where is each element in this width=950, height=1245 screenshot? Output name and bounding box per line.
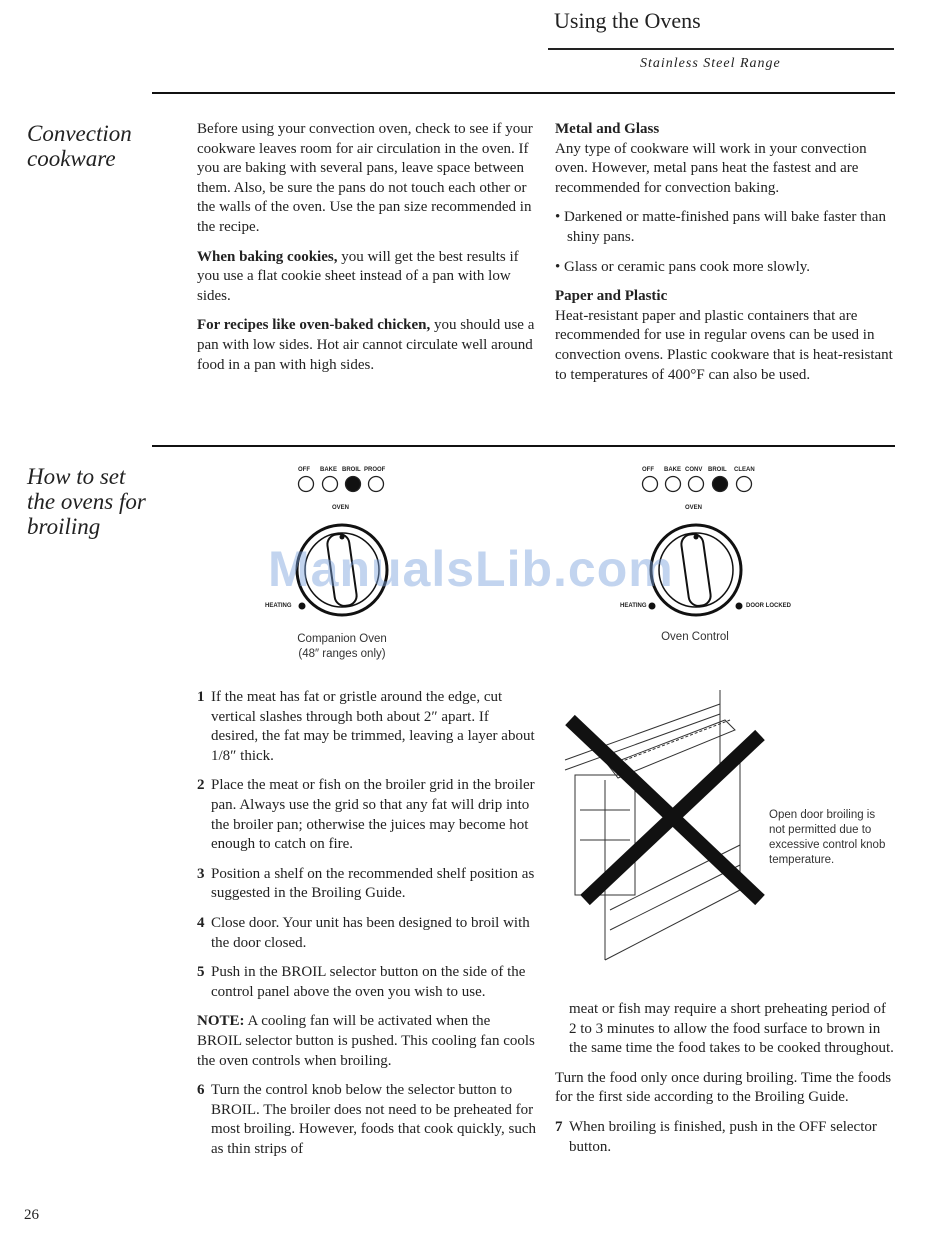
heating-label: HEATING (265, 603, 292, 609)
bake-selector-button (323, 477, 338, 492)
broil-selector-button (713, 477, 728, 492)
button-label: BAKE (320, 467, 338, 473)
header-rule (548, 48, 894, 50)
button-label: PROOF (364, 467, 386, 473)
clean-selector-button (737, 477, 752, 492)
dial-pointer (694, 535, 699, 540)
step-item: 4 Close door. Your unit has been designed to broil with the door closed. (197, 914, 530, 951)
page-number: 26 (24, 1207, 39, 1223)
page-title: Using the Ovens (554, 8, 701, 33)
convection-right-column (555, 120, 895, 395)
step-item: 2 Place the meat or fish on the broiler grid in the broiler pan. Always use the grid so that any fat will drip into the broiler pan; otherwise the juices may become hot enough to catch on fire. (197, 777, 535, 853)
proof-selector-button (369, 477, 384, 492)
oven-door-drawing (560, 690, 770, 970)
heating-indicator-light (299, 603, 306, 610)
note-paragraph: NOTE: A cooling fan will be activated when the BROIL selector button is pushed. This cooling fan cools the oven controls when broiling. (197, 1013, 535, 1069)
broil-selector-button (346, 477, 361, 492)
page-subtitle: Stainless Steel Range (640, 56, 781, 71)
button-label: CLEAN (734, 467, 755, 473)
step-item: 6 Turn the control knob below the selector button to BROIL. The broiler does not need to be preheated for most broiling. However, foods that cook quickly, such as thin strips of (197, 1082, 537, 1157)
broiling-section-title: How to set the ovens for broiling (27, 464, 146, 539)
oven-label: OVEN (332, 505, 350, 511)
button-label: OFF (298, 467, 310, 473)
broiling-steps-left (197, 688, 537, 1169)
button-label: OFF (642, 467, 654, 473)
metal-glass-text: Any type of cookware will work in your convection oven. However, metal pans heat the fastest and are recommended for convection baking. (555, 140, 867, 196)
steps-list (197, 688, 537, 1002)
bake-selector-button (666, 477, 681, 492)
bullet-item: • Glass or ceramic pans cook more slowly. (555, 258, 811, 275)
button-label: BROIL (708, 467, 727, 473)
watermark: ManualsLib.com (268, 541, 674, 597)
convection-paragraph: Before using your convection oven, check to see if your cookware leaves room for air circulation in the oven. If you are baking with several pans, leave space between them. Also, be sure the pans do not touch each other or the walls of the oven. Use the pan size recommended in the recipe. (197, 121, 533, 235)
chicken-paragraph: For recipes like oven-baked chicken, you should use a pan with low sides. Hot air cannot circulate well around food in a pan with high sides. (197, 317, 535, 373)
steps-list-continued (197, 1081, 537, 1159)
heating-indicator-light (649, 603, 656, 610)
paper-plastic-heading: Paper and Plastic (555, 288, 668, 305)
bullet-item: • Darkened or matte-finished pans will bake faster than shiny pans. (555, 209, 886, 245)
metal-glass-heading: Metal and Glass (555, 121, 660, 137)
cookies-paragraph: When baking cookies, you will get the best results if you use a flat cookie sheet instead of a pan with low sides. (197, 248, 519, 304)
door-handle (620, 720, 730, 762)
oven-control-caption: Oven Control (661, 631, 729, 643)
off-selector-button (643, 477, 658, 492)
door-locked-label: DOOR LOCKED (746, 603, 791, 609)
dial-pointer (340, 535, 345, 540)
range-front (605, 890, 740, 960)
step-item: 3 Position a shelf on the recommended shelf position as suggested in the Broiling Guide. (197, 865, 535, 902)
steps-list-final (555, 1118, 895, 1157)
open-door-broiling-illustration (560, 690, 770, 970)
conv-selector-button (689, 477, 704, 492)
illustration-caption: Open door broiling is not permitted due to excessive control knob temperature. (769, 809, 886, 866)
section-rule-top (152, 92, 895, 94)
convection-left-column (197, 120, 537, 385)
step-item: 1 If the meat has fat or gristle around the edge, cut vertical slashes through both about 2″ apart. If desired, the fat may be trimmed, leaving a layer about 1/8″ thick. (197, 689, 535, 764)
button-label: CONV (685, 467, 703, 473)
convection-section-title: Convection cookware (27, 121, 132, 171)
step-item: 5 Push in the BROIL selector button on the side of the control panel above the oven you wish to use. (197, 964, 526, 1000)
drawer-line (610, 865, 740, 930)
companion-oven-caption: Companion Oven (48″ ranges only) (297, 633, 387, 660)
section-rule-middle (152, 445, 895, 447)
door-locked-indicator-light (736, 603, 743, 610)
heating-label: HEATING (620, 603, 647, 609)
step-item: 7 When broiling is finished, push in the OFF selector button. (555, 1118, 877, 1155)
turn-food-paragraph: Turn the food only once during broiling. Time the foods for the first side according to the Broiling Guide. (555, 1069, 892, 1106)
button-label: BROIL (342, 467, 361, 473)
broiling-steps-right (555, 1000, 895, 1167)
paper-plastic-text: Heat-resistant paper and plastic containers that are recommended for use in regular ovens can be used in convection ovens. Plastic cookware that is heat-resistant to temperatures of 400°F can also be used. (555, 307, 893, 383)
step6-continued: meat or fish may require a short preheating period of 2 to 3 minutes to allow the food surface to brown in the same time the food takes to be cooked throughout. (569, 1001, 894, 1057)
oven-label: OVEN (685, 505, 703, 511)
button-label: BAKE (664, 467, 682, 473)
off-selector-button (299, 477, 314, 492)
